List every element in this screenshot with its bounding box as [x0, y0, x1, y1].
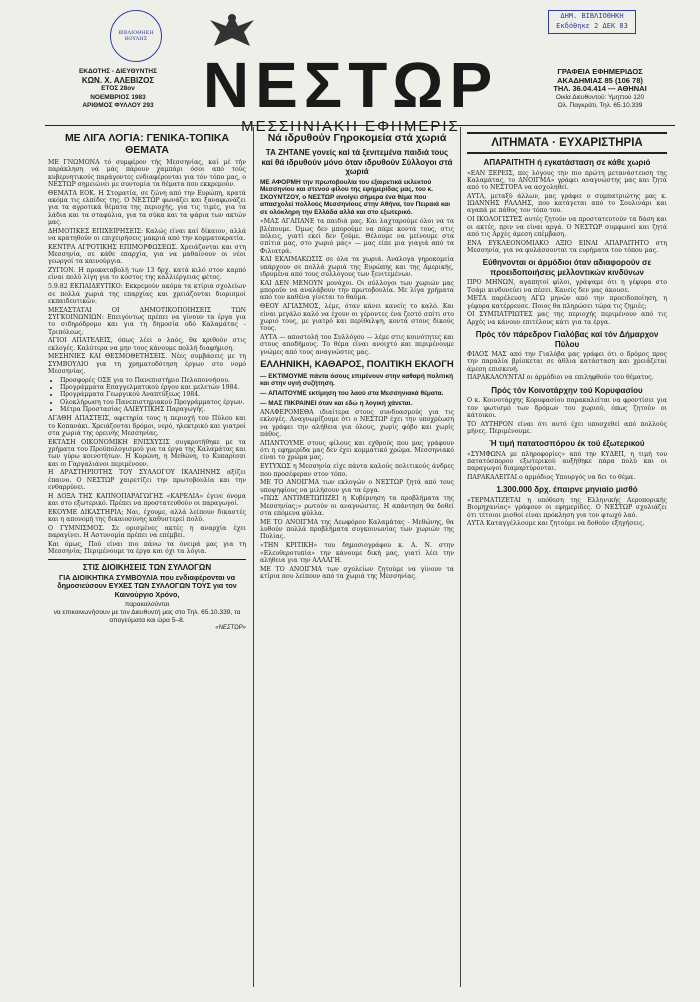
paragraph: Ο κ. Κοινοτάρχης Κορυφασίου παρακαλείται να φροντίσει για τον φωτισμό των δρόμων του χωριού, όπως ζητούν οι κάτοικοι.	[467, 397, 667, 419]
archive-stamp-line2: Εκδόθηκε 2 ΔΕΚ 83	[556, 22, 628, 30]
list-item: • Προσφορές ΟΣΕ για το Πανεπιστήμιο Πελοποννήσου.	[60, 377, 246, 384]
col3-headline: 1.300.000 δρχ. έπαιρνε μηνιαίο μισθό	[496, 485, 638, 495]
archive-stamp	[548, 10, 636, 34]
notice-contact: να επικοινωνήσουν με τον Διευθυντή μας στο Τηλ. 65.10.339, τα απογεύματα και ώρα 5–8.	[53, 608, 241, 624]
col2-subheadline: ΕΛΛΗΝΙΚΗ, ΚΑΘΑΡΟΣ, ΠΟΛΙΤΙΚΗ ΕΚΛΟΓΗ	[260, 358, 454, 370]
column-divider	[253, 127, 254, 987]
office-address: ΑΚΑΔΗΜΙΑΣ 85 (106 78)	[557, 75, 643, 85]
col3-section-header: ΛΙΤΗΜΑΤΑ · ΕΥΧΑΡΙΣΤΗΡΙΑ	[467, 132, 667, 154]
newspaper-title: ΝΕΣΤΩΡ	[202, 49, 499, 121]
col3-headline: ΑΠΑΡΑΙΤΗΤΗ ή εγκατάσταση σε κάθε χωριό	[483, 158, 651, 167]
paragraph: ΕΚΤΑΣΗ ΟΙΚΟΝΟΜΙΚΗ ΕΝΙΣΧΥΣΙΣ συγκροτήθηκε με τα χρήματα του Προϋπολογισμού για τα έργα της Καλαμάτας και των γύρω κοινοτήτων. Η Κορώνη, η Μεθώνη, το Κυπαρίσσι και οι Γαργαλιάνοι περιμένουν.	[48, 438, 246, 468]
paragraph: ΟΙ ΙΚΟΛΟΓΙΣΤΕΣ αυτές ζητούν να προστατευτούν τα δάση και οι ακτές, πριν να είναι αργά. Ο ΝΕΣΤΩΡ συμφωνεί και ζητά από τις Αρχές άμεση επέμβαση.	[467, 216, 667, 238]
list-item: • Προγράμματα Επαγγελματικού έργου και μελετών 1984.	[60, 384, 246, 391]
paragraph: ΠΑΡΑΚΑΛΕΙΤΑΙ ο αρμόδιος Υπουργός να δει το θέμα.	[467, 474, 636, 482]
paragraph: ΜΕ ΤΟ ΑΝΟΙΓΜΑ των εκλογών ο ΝΕΣΤΩΡ ζητά από τους υποψηφίους να μιλήσουν για τα έργα.	[260, 479, 454, 494]
column-left	[48, 132, 246, 994]
col3-headline: Πρός τόν Κοινοτάρχην τού Κορυφασίου	[491, 385, 643, 395]
header-rule	[45, 125, 675, 126]
col2-deck: ΤΑ ΖΗΤΑΝΕ γονείς καί τά ξενιτεμένα παιδιά τους καί θά ιδρυθούν μόνο όταν ιδρυθούν Σύλλογοι στά χωριά	[261, 148, 453, 176]
paragraph: ΟΙ ΣΥΜΠΑΤΡΙΩΤΕΣ μας της περιοχής περιμένουν από τις Αρχές να κάνουν επιτέλους κάτι για τα έργα.	[467, 311, 667, 326]
director-phone: Ολ. Παγκράτι, Τηλ. 65.10.339	[557, 102, 643, 110]
paragraph: «ΤΕΡΜΑΤΙΖΕΤΑΙ η υπόθεση της Ελληνικής Αεροπορικής Βιομηχανίας» γράφουν οι εφημερίδες. Ο ΝΕΣΤΩΡ σχολιάζει ότι τέτοιοι μισθοί είναι πρόκληση για τον φτωχό λαό.	[467, 496, 667, 519]
paragraph: ΕΥΤΥΧΩΣ η Μεσσηνία είχε πάντα καλούς πολιτικούς άνδρες που προσέφεραν στον τόπο.	[260, 463, 454, 478]
col2-lead: ΜΕ ΑΦΟΡΜΗ την πρωτοβουλία του εξαιρετικά εκλεκτού Μεσσηνίου και στενού φίλου της εφημερίδας μας, του κ. ΣΚΟΥΝΤΖΟΥ, ο ΝΕΣΤΩΡ ανοίγει σήμερα ένα θέμα που απασχολεί πολλούς Μεσσηνίους στην Αθήνα, τον Πειραιά και σε ολόκληρη την Ελλάδα αλλά και στο εξωτερικό.	[260, 178, 451, 216]
paragraph: ΜΕΣΗΝΙΕΣ ΚΑΙ ΘΕΣΜΟΘΕΤΗΣΕΙΣ. Νέες συμβάσεις με τη ΣΥΜΒΟΥΛΙΟ για τη χρηματοδότηση έργων στο νομό Μεσσηνίας.	[48, 353, 246, 376]
column-divider	[460, 127, 461, 987]
col1-headline: ΜΕ ΛΙΓΑ ΛΟΓΙΑ: ΓΕΝΙΚΑ-ΤΟΠΙΚΑ ΘΕΜΑΤΑ	[64, 132, 230, 156]
paragraph: ΜΕ ΓΝΩΜΟΝΑ τό συμφέρον τής Μεσσηνίας, καί μέ τήν παράκληση νά μάς πάρουν χαμπάρι όσοι από τούς κυβερνητικούς παράγοντες ενδιαφέρονται για τόν τόπο μας, ο ΝΕΣΤΩΡ σημειώνει με συντομία τα θέματα που εκκρεμούν.	[48, 159, 246, 188]
paragraph: ΜΕ ΤΟ ΑΝΟΙΓΜΑ των σχολείων ζητούμε να γίνουν τα κτίρια που λείπουν από τα χωριά της Μεσσηνίας.	[260, 565, 454, 580]
paragraph: ΠΡΟ ΜΗΝΩΝ, αγαπητοί φίλοι, γράψαμε ότι η γέφυρα στο Τσάμι κινδυνεύει να πέσει. Κανείς δεν μας άκουσε.	[467, 279, 667, 294]
paragraph: ΑΠΑΝΤΟΥΜΕ στους φίλους και εχθρούς που μας γράφουν ότι η εφημερίδα μας δεν έχει κομματικό χρώμα. Μεσσηνιακό είναι το χρώμα μας.	[260, 439, 454, 462]
paragraph: 5.9.82 ΕΚΠΑΙΔΕΥΤΙΚΟ: Εκκρεμούν ακόμα τα κτίρια σχολείων σε πολλά χωριά της επαρχίας και χρειάζονται διορισμοί εκπαιδευτικών.	[48, 283, 246, 305]
paragraph: «ΤΗΝ ΚΡΙΤΙΚΗ» του δημοσιογράφου κ. Α. Ν. στην «Ελευθεροτυπία» την κάνουμε δική μας, γιατί λέει την αλήθεια για την ΑΛΛΑΓΗ.	[260, 542, 454, 564]
library-stamp: ΒΙΒΛΙΟΘΗΚΗ ΒΟΥΛΗΣ	[110, 10, 162, 62]
paragraph: Και όμως, Πού είναι πιο πάνω τα όνειρά μας για τη Μεσσηνία; Περιμένουμε τα έργα και όχι τα λόγια.	[48, 541, 246, 556]
paragraph: «ΣΥΜΦΩΝΑ με πληροφορίες» από την ΚΥΔΕΠ, η τιμή του πατατόσπορου εξωτερικού αυξήθηκε πάρα πολύ και οι παραγωγοί διαμαρτύρονται.	[467, 450, 667, 473]
publisher-label: ΕΚΔΟΤΗΣ - ΔΙΕΥΘΥΝΤΗΣ	[78, 68, 158, 75]
paragraph: Η ΔΡΑΣΤΗΡΙΟΤΗΣ ΤΟΥ ΣΥΛΛΟΓΟΥ ΙΚΑΛΙΗΝΗΣ αξίζει έπαινο. Ο ΝΕΣΤΩΡ χαιρετίζει την πρωτοβουλία και την ενθαρρύνει.	[48, 469, 246, 491]
col3-headline: Ή τιμή πατατοσπόρου έκ τού έξωτερικού	[489, 439, 645, 449]
paragraph: ΚΕΝΤΡΑ ΑΓΡΟΤΙΚΗΣ ΕΠΙΜΟΡΦΩΣΕΩΣ. Χρειάζονται και στη Μεσσηνία, σε κάθε επαρχία, για να μαθαίνουν οι νέοι γεωργοί τα καινούργια.	[48, 243, 246, 266]
list-item: • Μέτρα Προστασίας ΑΛΙΕΥΤΙΚΗΣ Παραγωγής.	[60, 406, 246, 413]
paragraph: ΖΥΓΙΟΝ. Η προκαταβολή των 13 δρχ. κατά κιλό στον καρπό είναι πολύ λίγη για το κόστος της καλλιέργειας φέτος.	[48, 267, 246, 282]
paragraph: Η ΔΟΞΑ ΤΗΣ ΚΑΠΝΟΠΑΡΑΓΩΓΗΣ «ΚΑΡΕΛΙΑ» έγινε όνομα και στο εξωτερικό. Πρέπει να προστατευθούν οι παραγωγοί.	[48, 492, 246, 508]
publisher-name: ΚΩΝ. Χ. ΑΛΕΒΙΖΟΣ	[81, 75, 155, 85]
notice-title: ΣΤΙΣ ΔΙΟΙΚΗΣΕΙΣ ΤΩΝ ΣΥΛΛΟΓΩΝ	[82, 562, 212, 572]
notice-signature: «ΝΕΣΤΩΡ»	[215, 624, 246, 631]
paragraph: ΑΥΤΑ, μεταξύ άλλων, μας γράφει ο συμπατριώτης μας κ. ΙΩΑΝΝΗΣ ΡΑΛΛΗΣ, που κατάγεται από το Σουλινάρι και αγαπά με πάθος τον τόπο του.	[467, 192, 667, 215]
paragraph: «ΕΑΝ ΞΕΡΕΙΣ, πες λόγους την πιο πρώτη μετανάστευση της Καλαμάτας, το ΑΝΟΙΓΜΑ» γράφει αναγνώστης μας και ζητά από το ΝΕΣΤΟΡΑ να ασχοληθεί.	[467, 169, 667, 192]
publisher-info	[68, 68, 168, 111]
program-list	[60, 377, 246, 413]
paragraph: «ΠΩΣ ΑΝΤΙΜΕΤΩΠΙΖΕΙ η Κυβέρνηση τα προβλήματα της Μεσσηνίας;» ρωτούν οι αναγνώστες. Η απάντηση θα δοθεί στα επόμενα φύλλα.	[260, 495, 454, 518]
office-phone: ΤΗΛ. 36.04.414 — ΑΘΗΝΑΙ	[553, 84, 647, 94]
paragraph: ΕΝΑ ΕΥΚΛΕΟΝΟΜΙΑΚΟ ΑΞΙΟ ΕΙΝΑΙ ΑΠΑΡΑΙΤΗΤΟ στη Μεσσηνία, για να φυλάσσονται τα ευρήματα του τόπου μας.	[467, 239, 667, 254]
paragraph: ΑΝΑΦΕΡΟΜΕΘΑ ιδιαίτερα στους συνδυασμούς για τις εκλογές. Αναγνωρίζουμε ότι ο ΝΕΣΤΩΡ έχει την υποχρέωση να γράφει την αλήθεια για όλους, χωρίς φόβο και χωρίς πάθος.	[260, 409, 454, 439]
paragraph: ΚΑΙ ΕΚΛΙΜΑΚΩΣΙΣ σε όλα τα χωριά. Ανάλογα γηροκομεία υπάρχουν σε πολλά χωριά της Ευρώπης και της Αμερικής, ιδρυμένα από τους συλλόγους των ξενιτεμένων.	[260, 256, 454, 279]
archive-stamp-line1: ΔΗΜ. ΒΙΒΛΙΟΘΗΚΗ	[560, 12, 624, 20]
paragraph: — ΜΑΣ ΠΙΚΡΑΙΝΕΙ όταν και εδώ η λογική χάνεται.	[260, 399, 413, 407]
paragraph: ΚΑΙ ΔΕΝ ΜΕΝΟΥΝ μονάχοι. Οι σύλλογοι των χωριών μας μπορούν να αναλάβουν την πρωτοβουλία. Με λίγα χρήματα από τον καθένα γίνεται το θαύμα.	[260, 279, 454, 302]
paragraph: ΑΓΑΘΗ ΑΠΑΣΤΕΙΣ, αφετηρία τους η περιοχή του Πύλου και το Κοπανάκι. Χρειάζονται δρόμοι, νερό, ηλεκτρικό και γιατροί στα χωριά της ορεινής Μεσσηνίας.	[48, 415, 246, 437]
office-info	[535, 68, 665, 111]
column-right	[467, 132, 667, 994]
list-item: • Προγράμματα Γεωργικού Αναπτύξεως 1984.	[60, 391, 246, 398]
associations-notice	[48, 559, 246, 631]
paragraph: ΑΥΤΑ — αποστολή του Συλλόγου — λέμε στις κοινότητες και στους αποδήμους. Το θέμα είναι ανοιχτό και περιμένουμε γνώμες από τους αναγνώστες μας.	[260, 333, 454, 356]
paragraph: ΜΕΤΑ παρέλευση ΑΓΩ μηνών από την προειδοποίηση, η γέφυρα κατέρρευσε. Ποιος θα πληρώσει τώρα τις ζημιές;	[467, 295, 667, 310]
col3-headline: Πρός τόν πάρεδρον Γιαλόβας καί τόν Δήμαρχον Πύλου	[475, 330, 659, 349]
newspaper-subtitle: ΜΕΣΣΗΝΙΑΚΗ ΕΦΗΜΕΡΙΣ	[241, 118, 460, 135]
notice-request: παρακαλούνται	[124, 601, 170, 609]
paragraph: ΔΗΜΟΤΙΚΕΣ ΕΠΙΧΕΙΡΗΣΕΙΣ: Καλώς είναι καί δίκαιον, αλλά να κρατηθούν οι επιχειρήσεις μακριά από την κομματοκρατία.	[48, 227, 246, 242]
paragraph: ΜΕ ΤΟ ΑΝΟΙΓΜΑ της Λεωφόρου Καλαμάτας - Μεθώνης, θα λυθούν πολλά προβλήματα συγκοινωνίας των χωριών της Πυλίας.	[260, 518, 454, 541]
year-label: ΕΤΟΣ 28ον	[101, 85, 135, 93]
col3-headline: Εύθηνονται οι άρμόδιοι όταν αδιαφορούν σε προειδοποιήσεις μελλοντικών κινδύνων	[482, 258, 652, 277]
paragraph: ΦΙΛΟΣ ΜΑΣ από την Γιαλόβα μας γράφει ότι ο δρόμος προς την παραλία βρίσκεται σε άθλια κατάσταση και χρειάζεται άμεση επισκευή.	[467, 351, 667, 373]
paragraph: Ο ΓΥΜΝΙΣΜΟΣ. Σε ορισμένες ακτές η αναρχία έχει παραγίνει. Η Αστυνομία πρέπει να επέμβει.	[48, 524, 246, 540]
paragraph: ΘΕΟΥ ΑΓΙΑΣΜΟΣ, λέμε, όταν κάνει κανείς το καλό. Και είναι μεγάλο καλό να έχουν οι γέροντες ένα ζεστό σπίτι στο χωριό τους, με γιατρό και περίθαλψη, κοντά στους δικούς τους.	[260, 303, 454, 333]
paragraph: — ΑΠΑΙΤΟΥΜΕ εκτίμηση του λαού στα Μεσσηνιακά θέματα.	[260, 390, 444, 397]
paragraph: ΜΕΣΑΣΤΑΤΑΙ ΟΙ ΔΗΜΟΤΙΚΟΠΟΙΗΣΕΙΣ ΤΩΝ ΣΥΓΚΟΙΝΩΝΙΩΝ: Επειγόντως πρέπει να γίνουν τα έργα για το σιδηρόδρομο και για τη δημοσία οδό Καλαμάτας - Τριπόλεως.	[48, 306, 246, 336]
list-item: • Ολοκλήρωση του Πανεπιστημιακού Προγράμματος έργων.	[60, 399, 246, 406]
column-middle	[260, 132, 454, 994]
issue-date: ΝΟΕΜΒΡΙΟΣ 1983	[90, 93, 146, 101]
paragraph: ΕΚΟΥΜΕ ΔΙΚΑΣΤΗΡΙΑ; Ναι, έχουμε, αλλά λείπουν δικαστές και η απονομή της δικαιοσύνης καθυστερεί πολύ.	[48, 508, 246, 524]
paragraph: ΠΑΡΑΚΑΛΟΥΝΤΑΙ οι άρμόδιοι να επιληφθούν του θέματος.	[467, 374, 654, 382]
issue-number: ΑΡΙΘΜΟΣ ΦΥΛΛΟΥ 293	[82, 102, 154, 110]
paragraph: — ΕΚΤΙΜΟΥΜΕ πάντα όσους επιμένουν στην καθαρή πολιτική και στην υγιή συζήτηση.	[260, 372, 454, 388]
office-label: ΓΡΑΦΕΙΑ ΕΦΗΜΕΡΙΔΟΣ	[557, 67, 643, 76]
paragraph: ΘΕΜΑΤΑ ΕΟΚ. Η Στοματία, σε ζώνη από την Ευρώπη, κρατά ακόμα τις ελπίδες της. Ο ΝΕΣΤΩΡ φωνάζει και ξαναφωνάζει για τα αγροτικά θέματα της περιοχής, για τις τιμές, για τα λάδια και τα σταφύλια, για τα σύκα και τα ψάρια των ακτών μας.	[48, 189, 246, 226]
col2-headline: Νά ιδρυθούν Γηροκομεία στά χωριά	[267, 132, 447, 144]
paragraph: ΑΓΙΟΙ ΑΠΑΤΕΛΕΙΣ, όπως λέει ο λαός, θα κριθούν στις εκλογές. Καλύτερα να μην τους κάνουμε πολλή διαφήμιση.	[48, 337, 246, 352]
paragraph: ΤΟ ΑΥΤΗΡΟΝ είναι ότι αυτό έχει υποσχεθεί από πολλούς μήνες. Περιμένουμε.	[467, 420, 667, 435]
director-home: Οικία Διευθυντού: Υμηττού 120	[555, 93, 645, 101]
masthead	[178, 49, 523, 135]
paragraph: «ΜΑΣ ΑΓΑΠΑΝΕ τα παιδιά μας. Και λαχταρούμε όλοι να τα βλέπουμε. Όμως δεν μπορούμε να πάμε κοντά τους, στις πόλεις, γιατί εκεί δεν ζούμε. Θέλουμε να μείνουμε στα σπίτια μας, στο χωριό μας» — μας είπε μια γιαγιά από τα Φιλιατρά.	[260, 218, 454, 255]
notice-bold: ΓΙΑ ΔΙΟΙΚΗΤΙΚΑ ΣΥΜΒΟΥΛΙΑ που ενδιαφέρονται να δημοσιεύσουν ΕΥΧΕΣ ΤΩΝ ΣΥΛΛΟΓΩΝ ΤΟΥΣ για τον Καινούργιο Χρόνο,	[57, 572, 237, 599]
paragraph: ΑΥΤΑ Καταγγέλλουμε και ζητούμε να δοθούν εξηγήσεις.	[467, 520, 645, 528]
